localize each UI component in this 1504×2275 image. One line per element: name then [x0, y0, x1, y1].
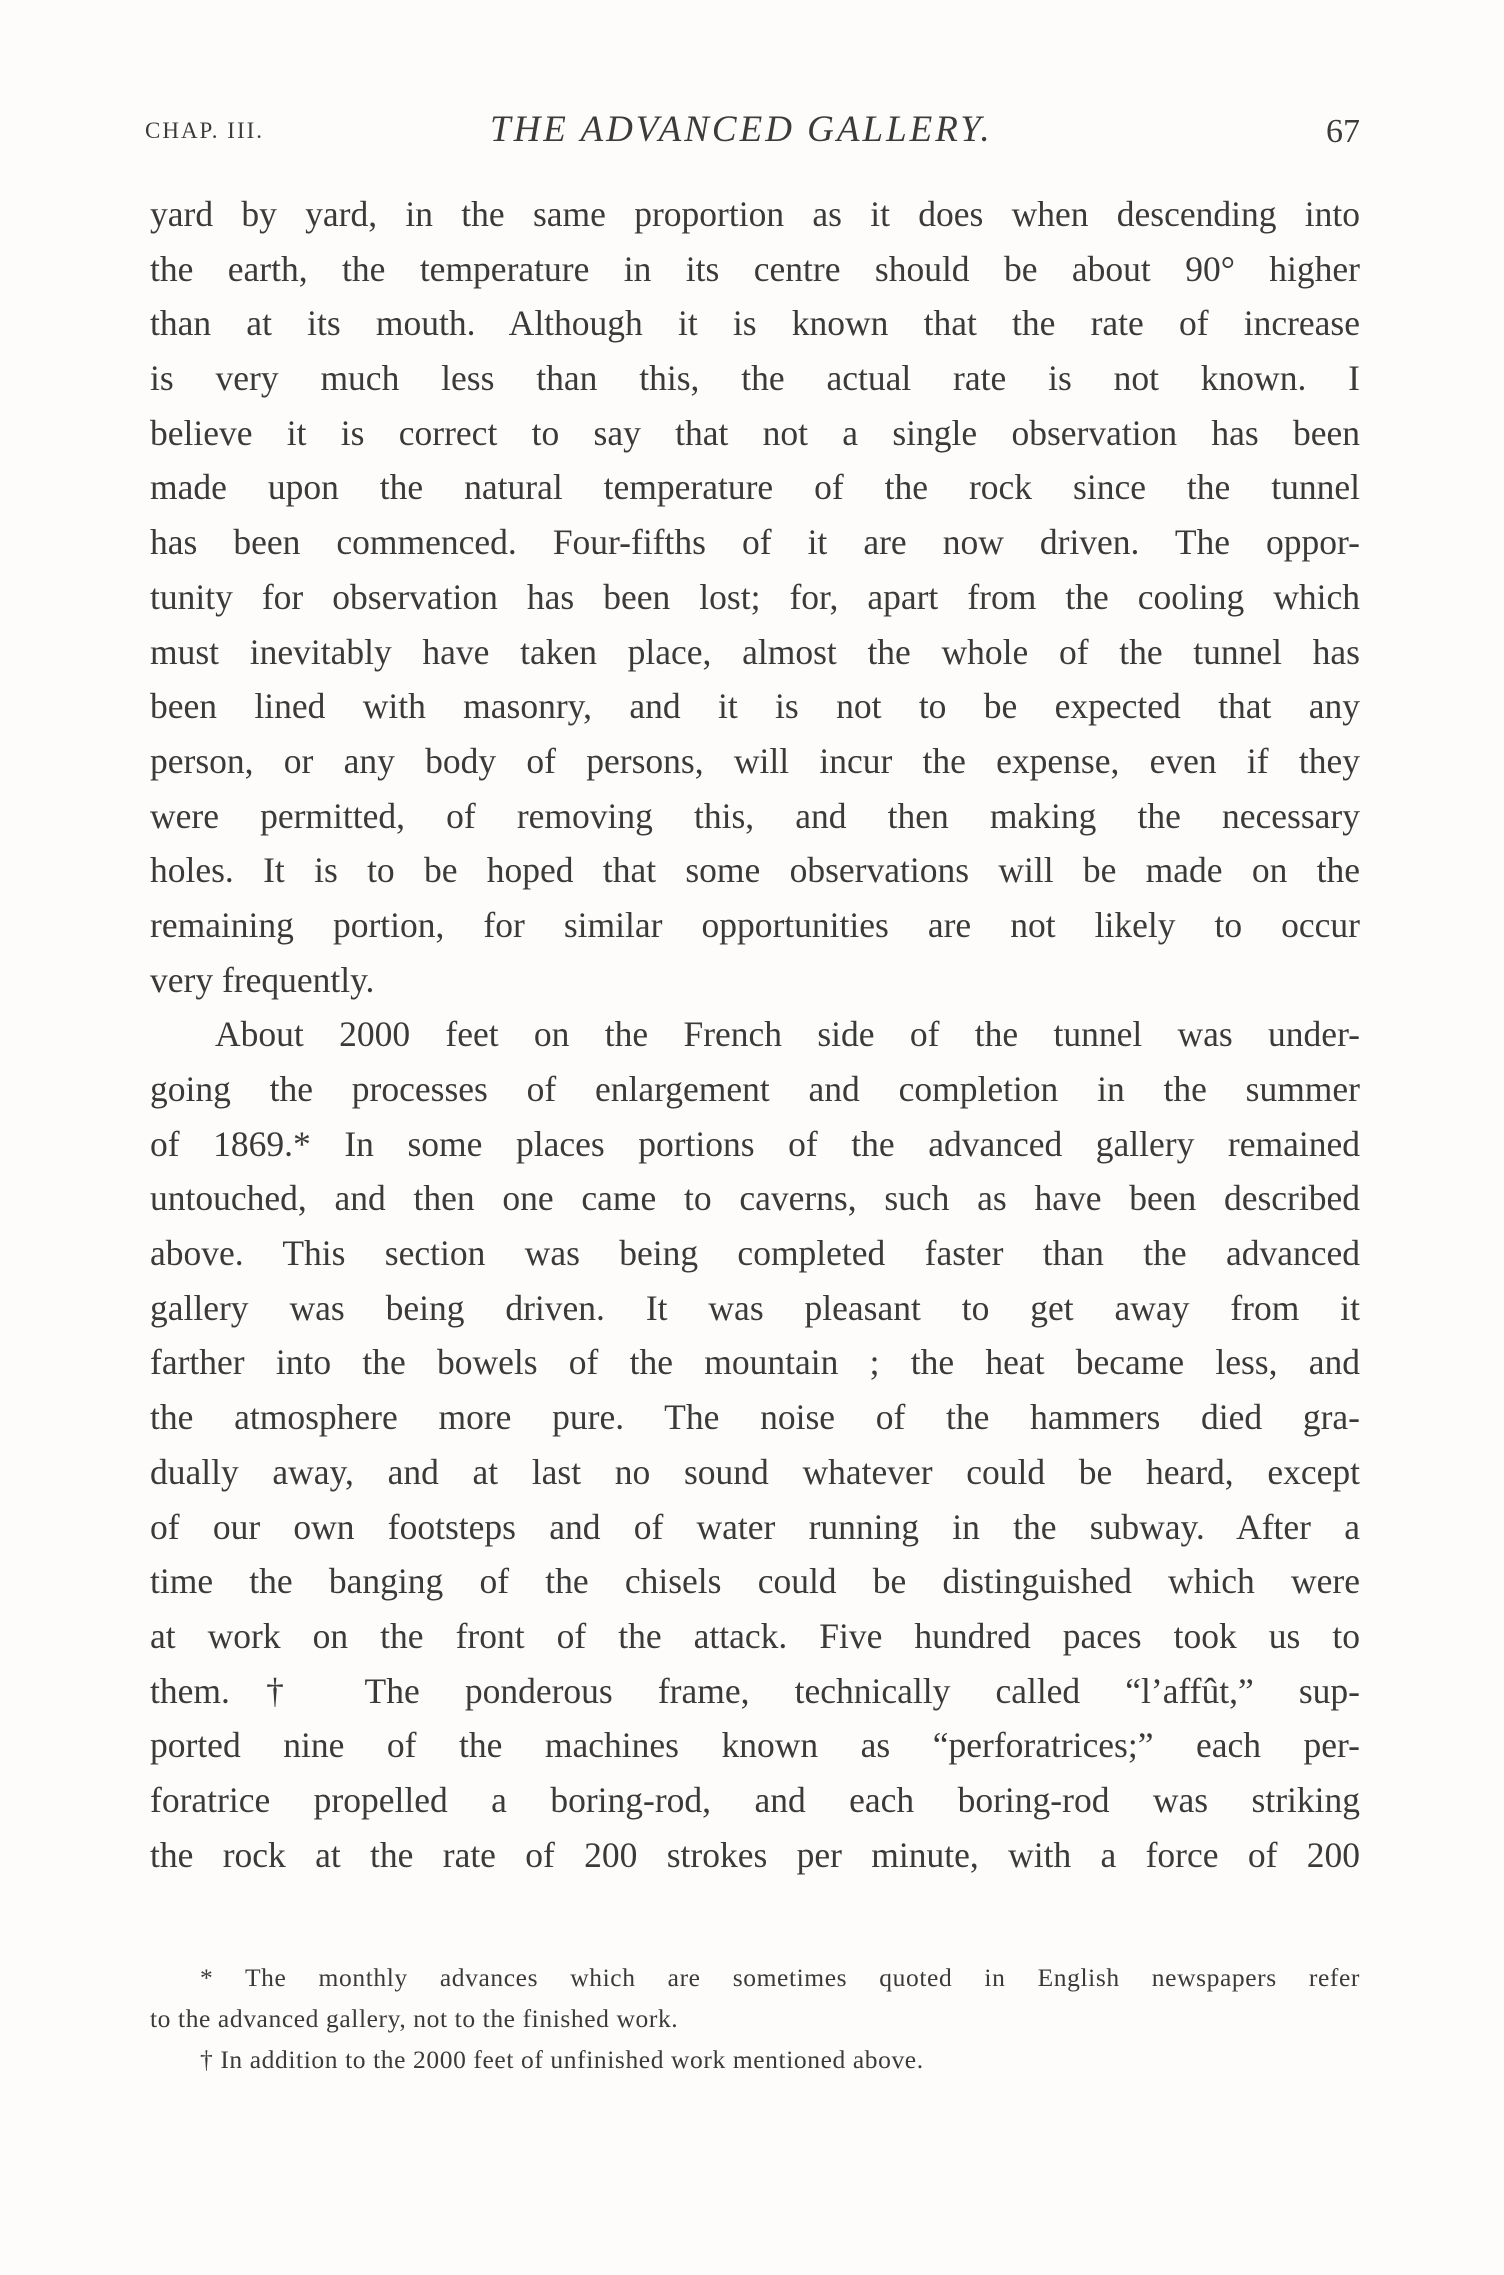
paragraph-start-line: About 2000 feet on the French side of the tunnel was under- [215, 1014, 1360, 1055]
text-line: them.† The ponderous frame, technically called “l’affût,” sup- [150, 1670, 1360, 1711]
text-line: dually away, and at last no sound whatever could be heard, except [150, 1451, 1360, 1492]
text-line: gallery was being driven. It was pleasant to get away from it [150, 1287, 1360, 1328]
text-line: is very much less than this, the actual rate is not known. I [150, 358, 1360, 399]
text-line: holes. It is to be hoped that some observations will be made on the [150, 850, 1360, 891]
chapter-label: CHAP. III. [145, 118, 265, 143]
running-title: THE ADVANCED GALLERY. [490, 109, 993, 150]
text-line: untouched, and then one came to caverns, such as have been described [150, 1178, 1360, 1219]
text-line: of 1869.* In some places portions of the advanced gallery remained [150, 1123, 1360, 1164]
text-line: yard by yard, in the same proportion as it does when descending into [150, 194, 1360, 234]
footnotes [150, 1957, 1360, 2080]
text-line: than at its mouth. Although it is known that the rate of increase [150, 303, 1360, 344]
text-line: of our own footsteps and of water running in the subway. After a [150, 1506, 1360, 1547]
text-line: been lined with masonry, and it is not to be expected that any [150, 686, 1360, 727]
text-line: ported nine of the machines known as “perforatrices;” each per- [150, 1725, 1360, 1766]
text-line: very frequently. [150, 959, 375, 1000]
text-line: believe it is correct to say that not a single observation has been [150, 412, 1360, 453]
text-line: has been commenced. Four-fifths of it are now driven. The oppor- [150, 522, 1360, 563]
text-line: the rock at the rate of 200 strokes per minute, with a force of 200 [150, 1834, 1360, 1875]
footnote-dagger: † In addition to the 2000 feet of unfinished work mentioned above. [200, 2045, 924, 2074]
footnote-asterisk: * The monthly advances which are sometimes quoted in English newspapers refer [200, 1963, 1360, 1992]
text-line: were permitted, of removing this, and then making the necessary [150, 795, 1360, 836]
text-line: the atmosphere more pure. The noise of the hammers died gra- [150, 1397, 1360, 1438]
text-line: made upon the natural temperature of the rock since the tunnel [150, 467, 1360, 508]
text-line: tunity for observation has been lost; for, apart from the cooling which [150, 576, 1360, 617]
text-line: foratrice propelled a boring-rod, and each boring-rod was striking [150, 1779, 1360, 1820]
text-line: must inevitably have taken place, almost the whole of the tunnel has [150, 631, 1360, 672]
text-line: at work on the front of the attack. Five hundred paces took us to [150, 1615, 1360, 1656]
text-line: the earth, the temperature in its centre should be about 90° higher [150, 248, 1360, 289]
text-line: going the processes of enlargement and completion in the summer [150, 1069, 1360, 1109]
body-text [150, 187, 1360, 1882]
text-line: time the banging of the chisels could be distinguished which were [150, 1561, 1360, 1602]
text-line: farther into the bowels of the mountain ; the heat became less, and [150, 1342, 1360, 1383]
running-head [145, 108, 1360, 158]
text-line: person, or any body of persons, will incur the expense, even if they [150, 740, 1360, 781]
page-number: 67 [1326, 113, 1360, 150]
footnote-asterisk-continued: to the advanced gallery, not to the finished work. [150, 2004, 679, 2033]
text-line: above. This section was being completed faster than the advanced [150, 1233, 1360, 1274]
text-line: remaining portion, for similar opportunities are not likely to occur [150, 904, 1360, 945]
